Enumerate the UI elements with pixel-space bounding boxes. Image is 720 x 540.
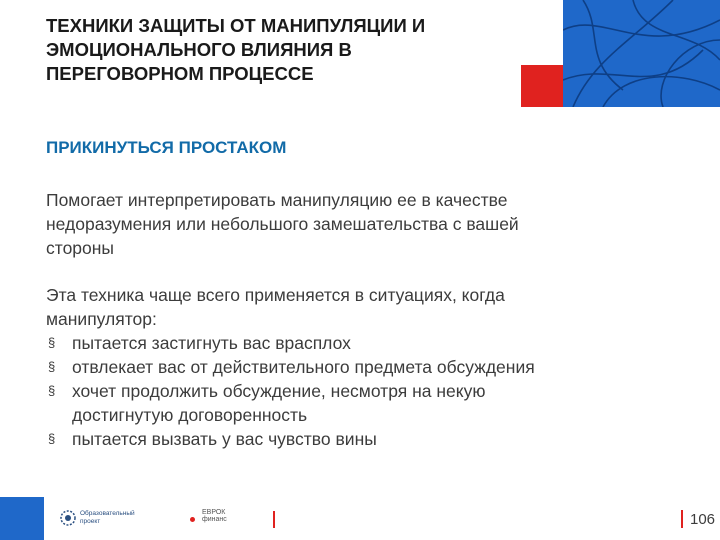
- logo-text: проект: [80, 518, 101, 525]
- slide-title-line: ТЕХНИКИ ЗАЩИТЫ ОТ МАНИПУЛЯЦИИ И: [46, 15, 426, 36]
- bullet-marker: §: [48, 383, 56, 398]
- paragraph-usage: [46, 283, 636, 331]
- paragraph-line: Эта техника чаще всего применяется в ситуациях, когда: [46, 285, 505, 305]
- list-item-text: отвлекает вас от действительного предмета обсуждения: [72, 357, 535, 377]
- page-number: 106: [690, 511, 716, 528]
- globe-icon: [60, 510, 76, 526]
- paragraph-line: Помогает интерпретировать манипуляцию ее в качестве: [46, 190, 508, 210]
- footer-blue-block: [0, 497, 44, 540]
- slide-title-line: ПЕРЕГОВОРНОМ ПРОЦЕССЕ: [46, 63, 314, 84]
- logo-dot-icon: [190, 517, 195, 522]
- paragraph-description: [46, 188, 636, 260]
- logo-text: ЕВРОК: [202, 509, 226, 516]
- section-subtitle: ПРИКИНУТЬСЯ ПРОСТАКОМ: [46, 138, 287, 157]
- list-item: [46, 427, 646, 451]
- decorative-red-square: [521, 65, 563, 107]
- bullet-marker: §: [48, 335, 56, 350]
- slide-title-line: ЭМОЦИОНАЛЬНОГО ВЛИЯНИЯ В: [46, 39, 352, 60]
- list-item-text: хочет продолжить обсуждение, несмотря на некую: [72, 381, 486, 401]
- bullet-marker: §: [48, 431, 56, 446]
- paragraph-line: стороны: [46, 238, 115, 258]
- list-item-text: пытается застигнуть вас врасплох: [72, 333, 351, 353]
- logo-partner: [190, 506, 260, 532]
- list-item-text: достигнутую договоренность: [72, 405, 308, 425]
- list-item: [46, 355, 646, 379]
- logo-educational-project: [60, 508, 170, 530]
- list-item: [46, 331, 646, 355]
- logo-text: финанс: [202, 516, 227, 523]
- footer-divider: [681, 510, 683, 528]
- logo-text: Образовательный: [80, 510, 135, 517]
- paragraph-line: недоразумения или небольшого замешательства с вашей: [46, 214, 519, 234]
- footer-divider: [273, 511, 275, 528]
- paragraph-line: манипулятор:: [46, 309, 157, 329]
- list-item-text: пытается вызвать у вас чувство вины: [72, 429, 377, 449]
- slide-title: [46, 14, 526, 86]
- bullet-marker: §: [48, 359, 56, 374]
- list-item: [46, 379, 646, 427]
- bullet-list: [46, 331, 646, 451]
- decorative-blue-pattern: [563, 0, 720, 107]
